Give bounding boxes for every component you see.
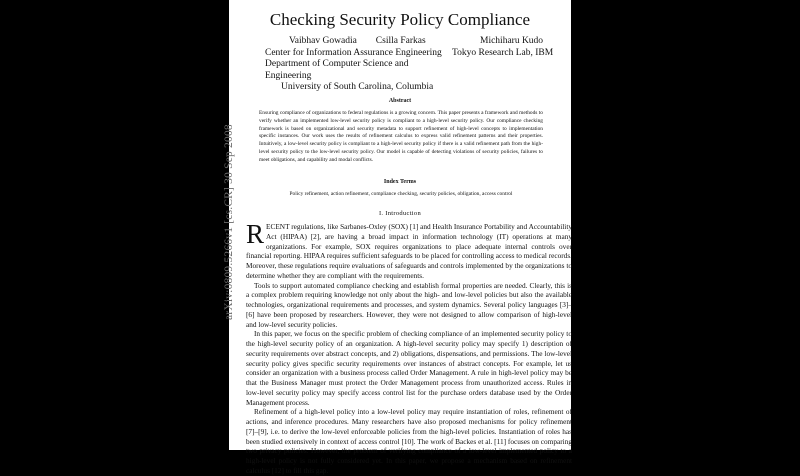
arxiv-stamp-wrap (211, 0, 237, 330)
index-terms-heading: Index Terms (383, 179, 417, 185)
paragraph: Tools to support automated compliance checking and establish formal properties are needed. Clearly, this is a complex problem requiring knowledge not only about the high- and low-level policies but also the available technologies, organizational requirements and processes, and system dynamics. Several policy languages [3]–[6] have been proposed by researchers. However, they were not designed to allow comparison of high-level and low-level security policies. (246, 280, 572, 329)
paper-title: Checking Security Policy Compliance (269, 10, 531, 29)
author-block-usc (265, 36, 455, 94)
abstract-heading: Abstract (388, 98, 412, 104)
abstract-text: Ensuring compliance of organizations to federal regulations is a growing concern. This paper presents a framework and methods to verify whether an implemented low-level security policy is compliant to a high-level security policy. Our compliance checking framework is based on organizational and security metadata to support refinement of high-level concepts to implementation specific instances. Our work uses the results of refinement calculus to express valid refinement patterns and their properties. Intuitively, a low-level security policy is compliant to a high-level security policy if there is a valid refinement path from the high-level security policy to the low-level security policy. Our model is capable of detecting violations of security policies, failures to meet obligations, and capability and modal conflicts. (259, 110, 543, 163)
paragraph (246, 219, 572, 281)
section-body (246, 219, 572, 476)
affiliation-line: Center for Information Assurance Engineering (265, 47, 442, 58)
drop-cap: R (246, 219, 265, 249)
author-names: Vaibhav Gowadia Csilla Farkas (289, 36, 426, 46)
arxiv-stamp: arXiv:0809.5266v1 [cs.CR] 30 Sep 2008 (223, 124, 235, 320)
section-heading: I. Introduction (378, 210, 422, 217)
paragraph: In this paper, we focus on the specific problem of checking compliance of an implemented security policy to the high-level security policy of an organization. A high-level security policy may specify 1) description of security requirements over abstract concepts, and 2) obligations, dispensations, and permissions. The low-level security policy gives specific security requirements over instances of abstract concepts. For example, let us consider an organization with a business process called Order Management. A rule in high-level policy may be that the Business Manager must protect the Order Management process from unauthorized access. Rules in low-level security policy may specify access control list for the purchase orders database used by the Order Management process. (246, 329, 572, 407)
paragraph: Refinement of a high-level policy into a low-level policy may require instantiation of roles, refinement of actions, and inference procedures. Many researchers have also proposed mechanisms for policy refinement [7]–[9], i.e. to derive the low-level enforceable policies from the high-level policies. Instantiation of roles has been studied extensively in context of access control [10]. The work of Backes et al. [11] focuses on comparing two privacy policies. However, the problem of verifying compliance of a low-level implemented policy to a high-level policy is not fully considered yet. In this paper, we propose a mechanism based on refinement calculus [12] to fill this gap. (246, 407, 572, 475)
author-block-ibm (452, 36, 572, 59)
affiliation-line: Tokyo Research Lab, IBM (452, 47, 554, 58)
index-terms-text: Policy refinement, action refinement, compliance checking, security policies, obligation, access control (289, 191, 513, 197)
paper-page (223, 0, 572, 475)
affiliation-line: University of South Carolina, Columbia (281, 82, 434, 92)
affiliation-line: Department of Computer Science and Engineering (265, 59, 409, 81)
author-name: Michiharu Kudo (480, 36, 544, 46)
paragraph-text: ECENT regulations, like Sarbanes-Oxley (SOX) [1] and Health Insurance Portability and Accountability Act (HIPAA) [2], are having a broad impact in information technology (IT) operations at many organizations. For example, SOX requires organizations to place adequate internal controls over financial reporting. HIPAA requires sufficient safeguards to be placed for controlling access to medical records. Moreover, these regulations require evaluations of safeguards and controls implemented by the organizations to determine whether they are compliant with the requirements. (246, 222, 572, 280)
abstract-body (259, 110, 543, 165)
